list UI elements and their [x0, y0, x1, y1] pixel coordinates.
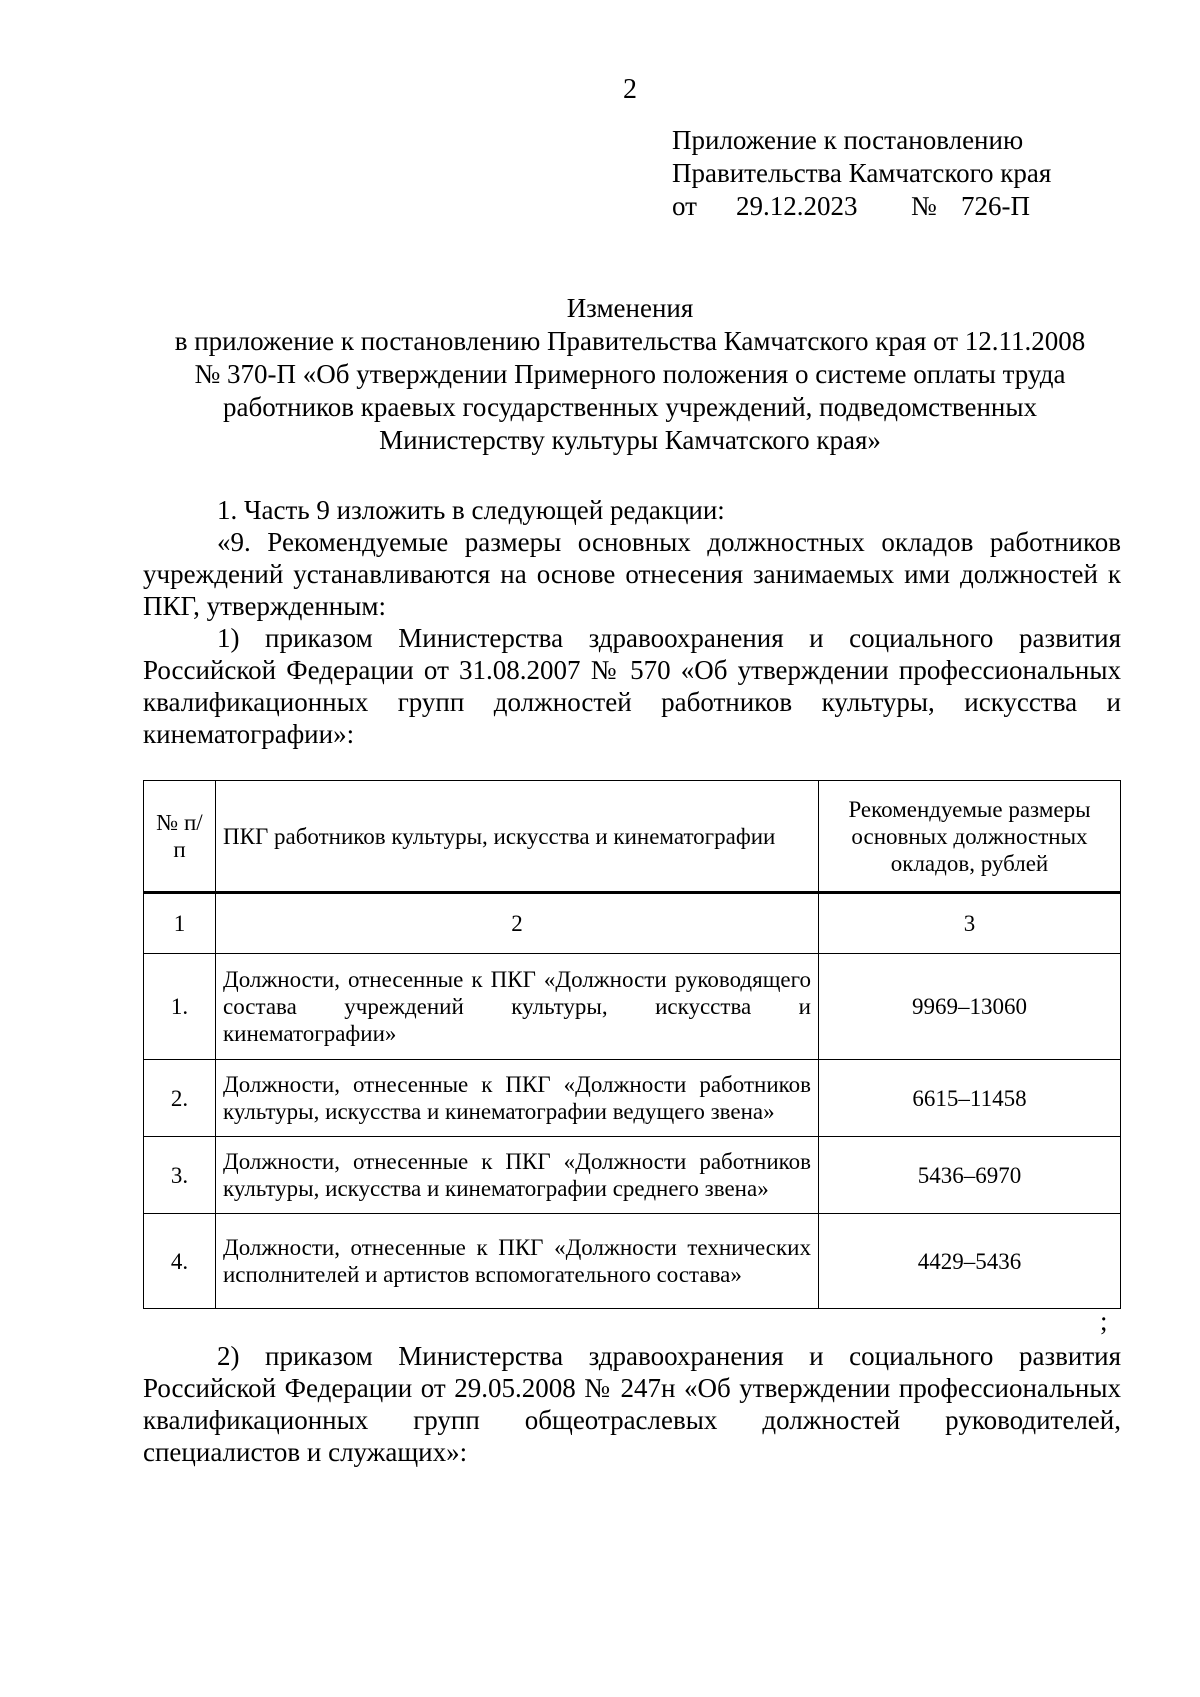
table-semicolon: ; [1100, 1306, 1108, 1336]
salary-table-wrapper [143, 780, 1121, 1309]
header-col-pkg: ПКГ работников культуры, искусства и кинематографии [216, 781, 819, 893]
approval-number: 726-П [961, 191, 1030, 221]
title-line-4: Министерству культуры Камчатского края» [379, 425, 881, 455]
title-line-1: в приложение к постановлению Правительства Камчатского края от 12.11.2008 [174, 326, 1086, 356]
title-line-3: работников краевых государственных учреждений, подведомственных [222, 392, 1038, 422]
table-row [144, 1060, 1121, 1137]
header-col-salary: Рекомендуемые размеры основных должностных окладов, рублей [819, 781, 1121, 893]
approval-line-1: Приложение к постановлению [672, 125, 1024, 155]
subitem-1-paragraph: 1) приказом Министерства здравоохранения и социального развития Российской Федерации от 31.08.2007 № 570 «Об утверждении профессиональных квалификационных групп должностей работников культуры, искусства и кинематографии»: [143, 623, 1121, 749]
row-pkg-name: Должности, отнесенные к ПКГ «Должности работников культуры, искусства и кинематографии среднего звена» [216, 1137, 819, 1214]
row-pkg-name: Должности, отнесенные к ПКГ «Должности руководящего состава учреждений культуры, искусства и кинематографии» [216, 954, 819, 1060]
approval-line-2: Правительства Камчатского края [672, 158, 1052, 188]
document-title [130, 292, 1130, 457]
row-number: 4. [144, 1214, 216, 1309]
subitem-2-paragraph: 2) приказом Министерства здравоохранения и социального развития Российской Федерации от 29.05.2008 № 247н «Об утверждении профессиональных квалификационных групп общеотраслевых должностей руководителей, специалистов и служащих»: [143, 1341, 1121, 1467]
item-1-paragraph: 1. Часть 9 изложить в следующей редакции: [217, 495, 725, 525]
row-pkg-name: Должности, отнесенные к ПКГ «Должности технических исполнителей и артистов вспомогательного состава» [216, 1214, 819, 1309]
approval-from-label: от [672, 191, 697, 221]
row-number: 2. [144, 1060, 216, 1137]
body-text-top [143, 494, 1121, 750]
column-number-2: 2 [216, 893, 819, 954]
table-row [144, 954, 1121, 1060]
column-number-1: 1 [144, 893, 216, 954]
title-heading: Изменения [566, 293, 694, 323]
column-number-3: 3 [819, 893, 1121, 954]
row-pkg-name: Должности, отнесенные к ПКГ «Должности работников культуры, искусства и кинематографии ведущего звена» [216, 1060, 819, 1137]
header-col-number: № п/п [144, 781, 216, 893]
salary-table [143, 780, 1121, 1309]
body-text-bottom [143, 1340, 1121, 1468]
row-salary: 4429–5436 [819, 1214, 1121, 1309]
part-9-paragraph: «9. Рекомендуемые размеры основных должностных окладов работников учреждений устанавливаются на основе отнесения занимаемых ими должностей к ПКГ, утвержденным: [143, 527, 1121, 621]
table-column-numbers-row [144, 893, 1121, 954]
approval-date-line [672, 190, 1051, 223]
row-number: 1. [144, 954, 216, 1060]
row-salary: 9969–13060 [819, 954, 1121, 1060]
approval-block [672, 124, 1051, 223]
row-salary: 5436–6970 [819, 1137, 1121, 1214]
approval-number-sign: № [911, 191, 937, 221]
title-line-2: № 370-П «Об утверждении Примерного положения о системе оплаты труда [194, 359, 1066, 389]
row-number: 3. [144, 1137, 216, 1214]
row-salary: 6615–11458 [819, 1060, 1121, 1137]
page-number: 2 [623, 74, 637, 105]
table-row [144, 1137, 1121, 1214]
table-header-row [144, 781, 1121, 893]
table-row [144, 1214, 1121, 1309]
approval-date: 29.12.2023 [736, 191, 858, 221]
